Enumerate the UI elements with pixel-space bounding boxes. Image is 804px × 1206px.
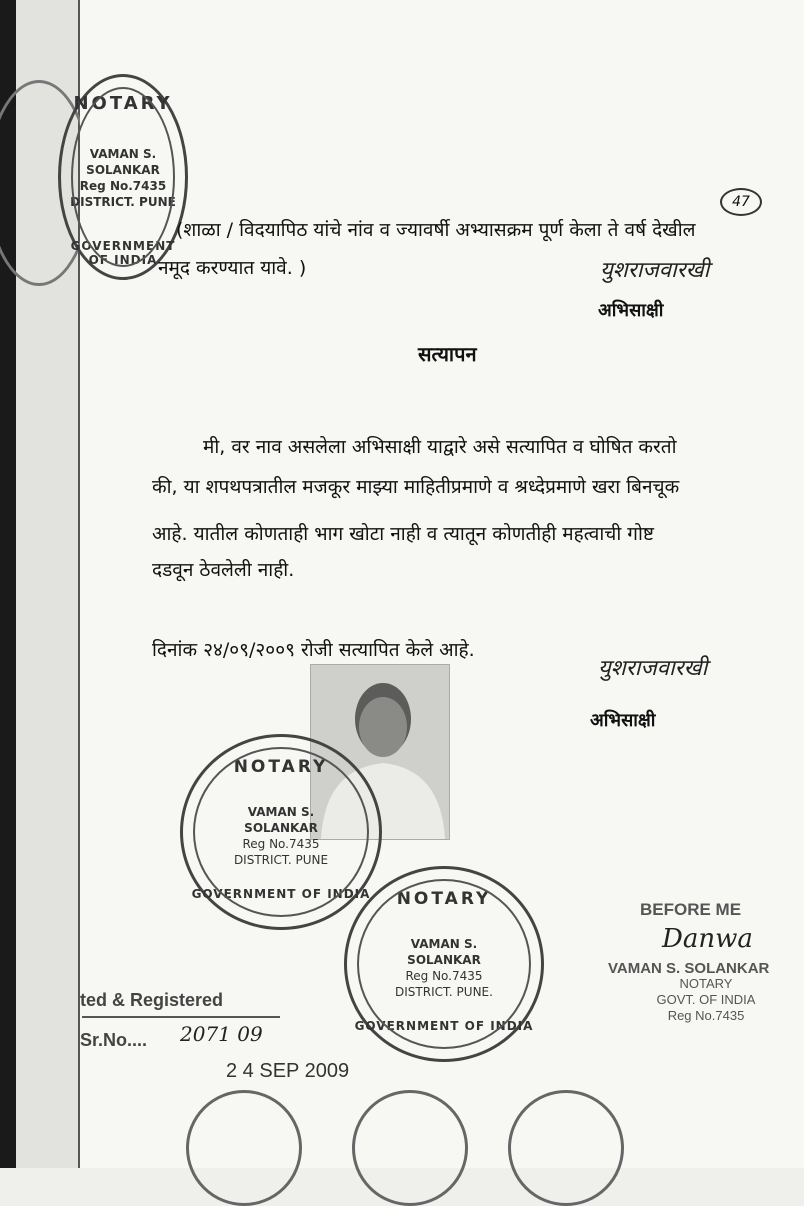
verification-line-1: मी, वर नाव असलेला अभिसाक्षी याद्वारे असे सत्यापित व घोषित करतो bbox=[203, 436, 677, 458]
deponent-signature-2: युशराजवारखी bbox=[598, 656, 708, 681]
register-date: 2 4 SEP 2009 bbox=[226, 1060, 350, 1082]
notary-stamp-top-left: NOTARY VAMAN S. SOLANKAR Reg No.7435 DISTRICT. PUNE GOVERNMENT OF INDIA bbox=[58, 74, 188, 280]
notary-signature: Danwa bbox=[662, 924, 753, 954]
notary-reg-no: Reg No.7435 bbox=[667, 1008, 745, 1023]
notary-role: NOTARY bbox=[679, 976, 733, 991]
before-me-label: BEFORE ME bbox=[640, 900, 742, 919]
page-number-mark: 47 bbox=[720, 188, 762, 216]
deponent-label-2: अभिसाक्षी bbox=[590, 710, 656, 731]
notary-govt: GOVT. OF INDIA bbox=[656, 992, 756, 1007]
verification-heading: सत्यापन bbox=[418, 342, 477, 366]
notary-name: VAMAN S. SOLANKAR bbox=[608, 960, 770, 977]
notary-stamp-middle: NOTARY VAMAN S. SOLANKAR Reg No.7435 DISTRICT. PUNE GOVERNMENT OF INDIA bbox=[180, 734, 382, 930]
register-divider bbox=[82, 1016, 280, 1018]
notary-stamp-lower: NOTARY VAMAN S. SOLANKAR Reg No.7435 DISTRICT. PUNE. GOVERNMENT OF INDIA bbox=[344, 866, 544, 1062]
verification-line-2: की, या शपथपत्रातील मजकूर माझ्या माहितीप्रमाणे व श्रध्देप्रमाणे खरा बिनचूक bbox=[152, 476, 680, 498]
stamp-bottom-1 bbox=[186, 1090, 302, 1206]
bracket-note-line-2: नमूद करण्यात यावे. ) bbox=[158, 257, 307, 279]
registered-label: ted & Registered bbox=[80, 990, 224, 1010]
deponent-signature-1: युशराजवारखी bbox=[600, 258, 710, 283]
verification-line-4: दडवून ठेवलेली नाही. bbox=[152, 559, 295, 581]
verification-line-3: आहे. यातील कोणताही भाग खोटा नाही व त्यातून कोणतीही महत्वाची गोष्ट bbox=[152, 523, 655, 545]
sr-no-label: Sr.No.... bbox=[80, 1030, 148, 1050]
verification-date-line: दिनांक २४/०९/२००९ रोजी सत्यापित केले आहे. bbox=[152, 639, 475, 661]
bracket-note-line-1: (शाळा / विदयापिठ यांचे नांव व ज्यावर्षी अभ्यासक्रम पूर्ण केला ते वर्ष देखील bbox=[176, 219, 696, 241]
stamp-bottom-2 bbox=[352, 1090, 468, 1206]
deponent-label-1: अभिसाक्षी bbox=[598, 300, 664, 321]
sr-no-value: 2071 09 bbox=[180, 1022, 263, 1046]
stamp-bottom-3 bbox=[508, 1090, 624, 1206]
